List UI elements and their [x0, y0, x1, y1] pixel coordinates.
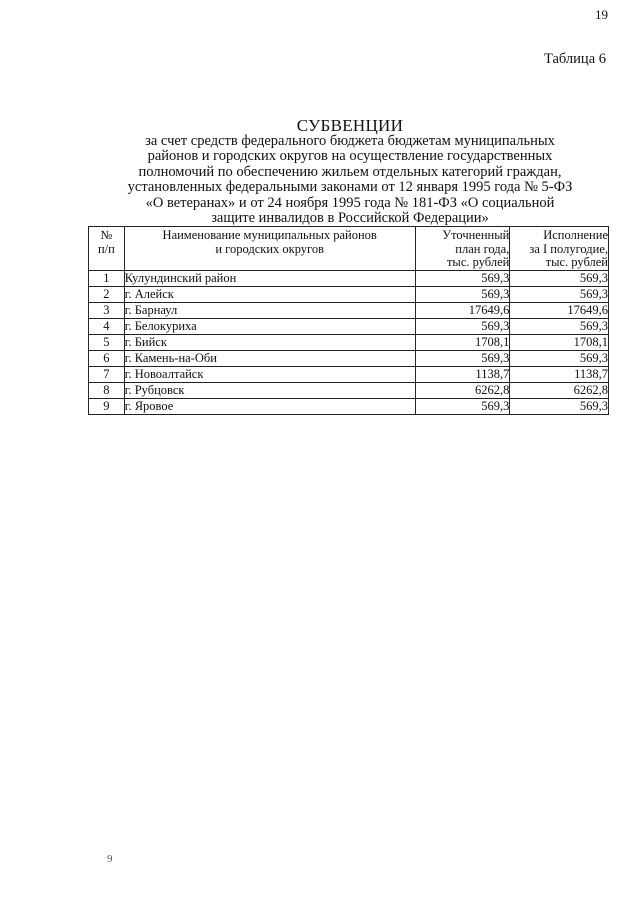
row-execution: 1708,1 [510, 334, 609, 350]
header-number [89, 227, 125, 271]
header-execution [510, 227, 609, 271]
row-name: г. Белокуриха [124, 318, 415, 334]
header-name-line: и городских округов [215, 241, 325, 256]
table-label: Таблица 6 [543, 51, 606, 67]
row-plan: 1708,1 [415, 334, 510, 350]
row-number: 6 [89, 350, 125, 366]
row-name: г. Барнаул [124, 302, 415, 318]
table-row [89, 398, 609, 414]
row-plan: 17649,6 [415, 302, 510, 318]
row-name: г. Камень-на-Оби [124, 350, 415, 366]
row-number: 2 [89, 286, 125, 302]
row-execution: 569,3 [510, 398, 609, 414]
row-name: г. Рубцовск [124, 382, 415, 398]
row-name: г. Алейск [124, 286, 415, 302]
footer-mark: 9 [107, 853, 113, 865]
subtitle-line: за счет средств федерального бюджета бюджетам муниципальных [145, 133, 555, 149]
row-plan: 1138,7 [415, 366, 510, 382]
row-number: 9 [89, 398, 125, 414]
row-name: Кулундинский район [124, 270, 415, 286]
row-execution: 569,3 [510, 286, 609, 302]
table-row [89, 302, 609, 318]
row-number: 8 [89, 382, 125, 398]
header-name [124, 227, 415, 271]
row-number: 5 [89, 334, 125, 350]
table-row [89, 334, 609, 350]
document-title: СУБВЕНЦИИ [296, 116, 404, 135]
table-header-row [89, 227, 609, 271]
header-plan-line: тыс. рублей [446, 255, 510, 269]
row-name: г. Яровое [124, 398, 415, 414]
subtitle-line: установленных федеральными законами от 12 января 1995 года № 5-ФЗ [127, 179, 573, 196]
table-row [89, 270, 609, 286]
subtitle-line: районов и городских округов на осуществление государственных [147, 148, 553, 165]
header-name-line: Наименование муниципальных районов [162, 228, 377, 242]
header-plan [415, 227, 510, 271]
header-execution-line: за I полугодие, [529, 241, 608, 256]
row-number: 1 [89, 270, 125, 286]
header-number-line: п/п [97, 241, 115, 256]
table-row [89, 286, 609, 302]
header-plan-line: Уточненный [442, 228, 510, 242]
subtitle-line: защите инвалидов в Российской Федерации» [211, 210, 489, 227]
row-number: 3 [89, 302, 125, 318]
row-name: г. Бийск [124, 334, 415, 350]
table-row [89, 382, 609, 398]
document-heading [90, 117, 610, 226]
row-plan: 569,3 [415, 398, 510, 414]
header-execution-line: Исполнение [543, 228, 608, 242]
row-execution: 569,3 [510, 350, 609, 366]
row-number: 7 [89, 366, 125, 382]
header-execution-line: тыс. рублей [545, 255, 608, 269]
row-plan: 569,3 [415, 270, 510, 286]
row-name: г. Новоалтайск [124, 366, 415, 382]
row-execution: 569,3 [510, 318, 609, 334]
page-number: 19 [595, 7, 608, 22]
row-execution: 1138,7 [510, 366, 609, 382]
table-row [89, 350, 609, 366]
table-row [89, 318, 609, 334]
row-execution: 17649,6 [510, 302, 609, 318]
header-number-line: № [100, 228, 113, 242]
row-execution: 6262,8 [510, 382, 609, 398]
header-plan-line: план года, [455, 241, 510, 256]
row-execution: 569,3 [510, 270, 609, 286]
row-plan: 569,3 [415, 286, 510, 302]
subtitle-line: «О ветеранах» и от 24 ноября 1995 года № 181-ФЗ «О социальной [145, 194, 555, 211]
subtitle-line: полномочий по обеспечению жильем отдельных категорий граждан, [138, 163, 562, 180]
table-row [89, 366, 609, 382]
subsidies-table [88, 226, 609, 415]
row-number: 4 [89, 318, 125, 334]
row-plan: 569,3 [415, 318, 510, 334]
row-plan: 569,3 [415, 350, 510, 366]
row-plan: 6262,8 [415, 382, 510, 398]
